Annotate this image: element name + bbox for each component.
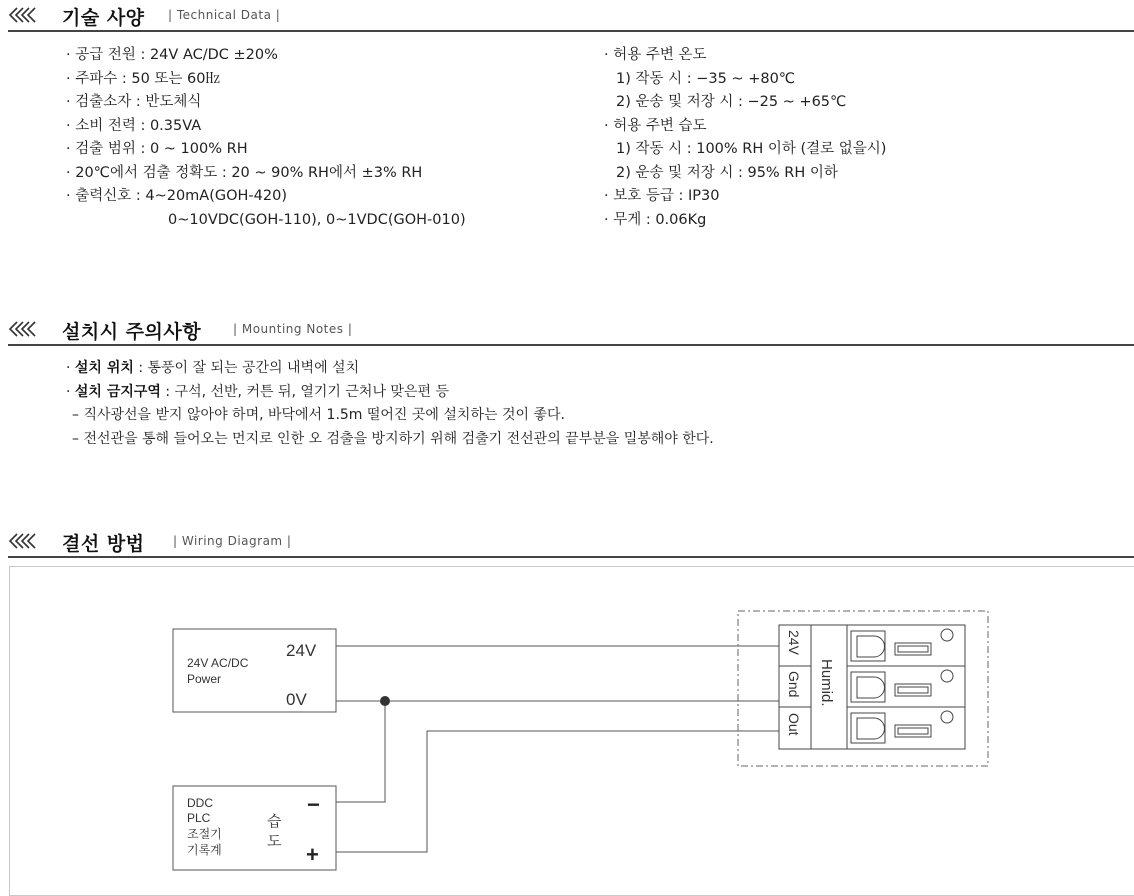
note-item: – 직사광선을 받지 않아야 하며, 바닥에서 1.5m 떨어진 곳에 설치하는 것이 좋다. bbox=[72, 407, 565, 423]
wire-gnd-to-minus bbox=[336, 701, 385, 802]
humidity-char-1: 습 bbox=[267, 813, 282, 830]
plus-sign: + bbox=[306, 842, 319, 867]
humidity-char-2: 도 bbox=[267, 833, 282, 850]
ddc-label-1: DDC bbox=[187, 796, 213, 810]
terminal-out-label: Out bbox=[786, 713, 802, 736]
wires bbox=[336, 646, 779, 852]
note-item: · 설치 위치 : 통풍이 잘 되는 공간의 내벽에 설치 bbox=[66, 360, 360, 376]
spec-item: · 출력신호 : 4~20mA(GOH-420) bbox=[66, 188, 287, 204]
note-item: · 설치 금지구역 : 구석, 선반, 커튼 뒤, 열기기 근처나 맞은편 등 bbox=[66, 383, 449, 400]
spec-item: · 검출소자 : 반도체식 bbox=[66, 94, 202, 110]
spec-item: · 주파수 : 50 또는 60㎐ bbox=[66, 70, 220, 87]
ddc-label-4: 기록계 bbox=[187, 843, 222, 857]
power-label-2: Power bbox=[187, 672, 222, 686]
power-0v-label: 0V bbox=[286, 690, 307, 709]
spec-item: · 허용 주변 온도 bbox=[604, 47, 707, 63]
spec-item: · 공급 전원 : 24V AC/DC ±20% bbox=[66, 47, 278, 63]
power-label-1: 24V AC/DC bbox=[187, 656, 249, 670]
connector-block bbox=[847, 625, 965, 749]
spec-item: · 보호 등급 : IP30 bbox=[604, 188, 720, 204]
humid-label: Humid. bbox=[818, 659, 835, 707]
mount-title: 설치시 주의사항 bbox=[62, 321, 202, 343]
spec-item: · 검출 범위 : 0 ~ 100% RH bbox=[66, 141, 248, 157]
spec-item: · 20℃에서 검출 정확도 : 20 ~ 90% RH에서 ±3% RH bbox=[66, 164, 423, 181]
spec-item: 0~10VDC(GOH-110), 0~1VDC(GOH-010) bbox=[168, 211, 466, 228]
tech-subtitle: | Technical Data | bbox=[168, 8, 281, 22]
tech-title: 기술 사양 bbox=[62, 7, 145, 29]
power-24v-label: 24V bbox=[286, 641, 317, 660]
wiring-title: 결선 방법 bbox=[62, 533, 145, 555]
ddc-label-3: 조절기 bbox=[187, 827, 222, 841]
note-text: : 통풍이 잘 되는 공간의 내벽에 설치 bbox=[133, 360, 360, 376]
ddc-label-2: PLC bbox=[187, 811, 211, 825]
wiring-subtitle: | Wiring Diagram | bbox=[173, 534, 292, 548]
junction-dot bbox=[380, 696, 390, 706]
note-label: 설치 위치 bbox=[74, 360, 134, 376]
spec-item: 2) 운송 및 저장 시 : 95% RH 이하 bbox=[616, 164, 838, 181]
note-text: : 구석, 선반, 커튼 뒤, 열기기 근처나 맞은편 등 bbox=[160, 383, 449, 400]
mount-subtitle: | Mounting Notes | bbox=[233, 322, 353, 336]
spec-item: · 허용 주변 습도 bbox=[604, 117, 707, 134]
spec-item: · 소비 전력 : 0.35VA bbox=[66, 117, 202, 134]
spec-item: · 무게 : 0.06Kg bbox=[604, 211, 707, 228]
note-item: – 전선관을 통해 들어오는 먼지로 인한 오 검출을 방지하기 위해 검출기 전선관의 끝부분을 밀봉해야 한다. bbox=[72, 430, 714, 447]
spec-item: 1) 작동 시 : −35 ~ +80℃ bbox=[616, 70, 796, 87]
spec-item: 1) 작동 시 : 100% RH 이하 (결로 없을시) bbox=[616, 141, 887, 157]
note-label: 설치 금지구역 bbox=[74, 383, 161, 400]
minus-sign: − bbox=[307, 792, 320, 817]
spec-item: 2) 운송 및 저장 시 : −25 ~ +65℃ bbox=[616, 94, 847, 110]
terminal-24v-label: 24V bbox=[786, 630, 802, 655]
wire-out-to-plus bbox=[336, 731, 779, 852]
terminal-gnd-label: Gnd bbox=[786, 671, 802, 698]
